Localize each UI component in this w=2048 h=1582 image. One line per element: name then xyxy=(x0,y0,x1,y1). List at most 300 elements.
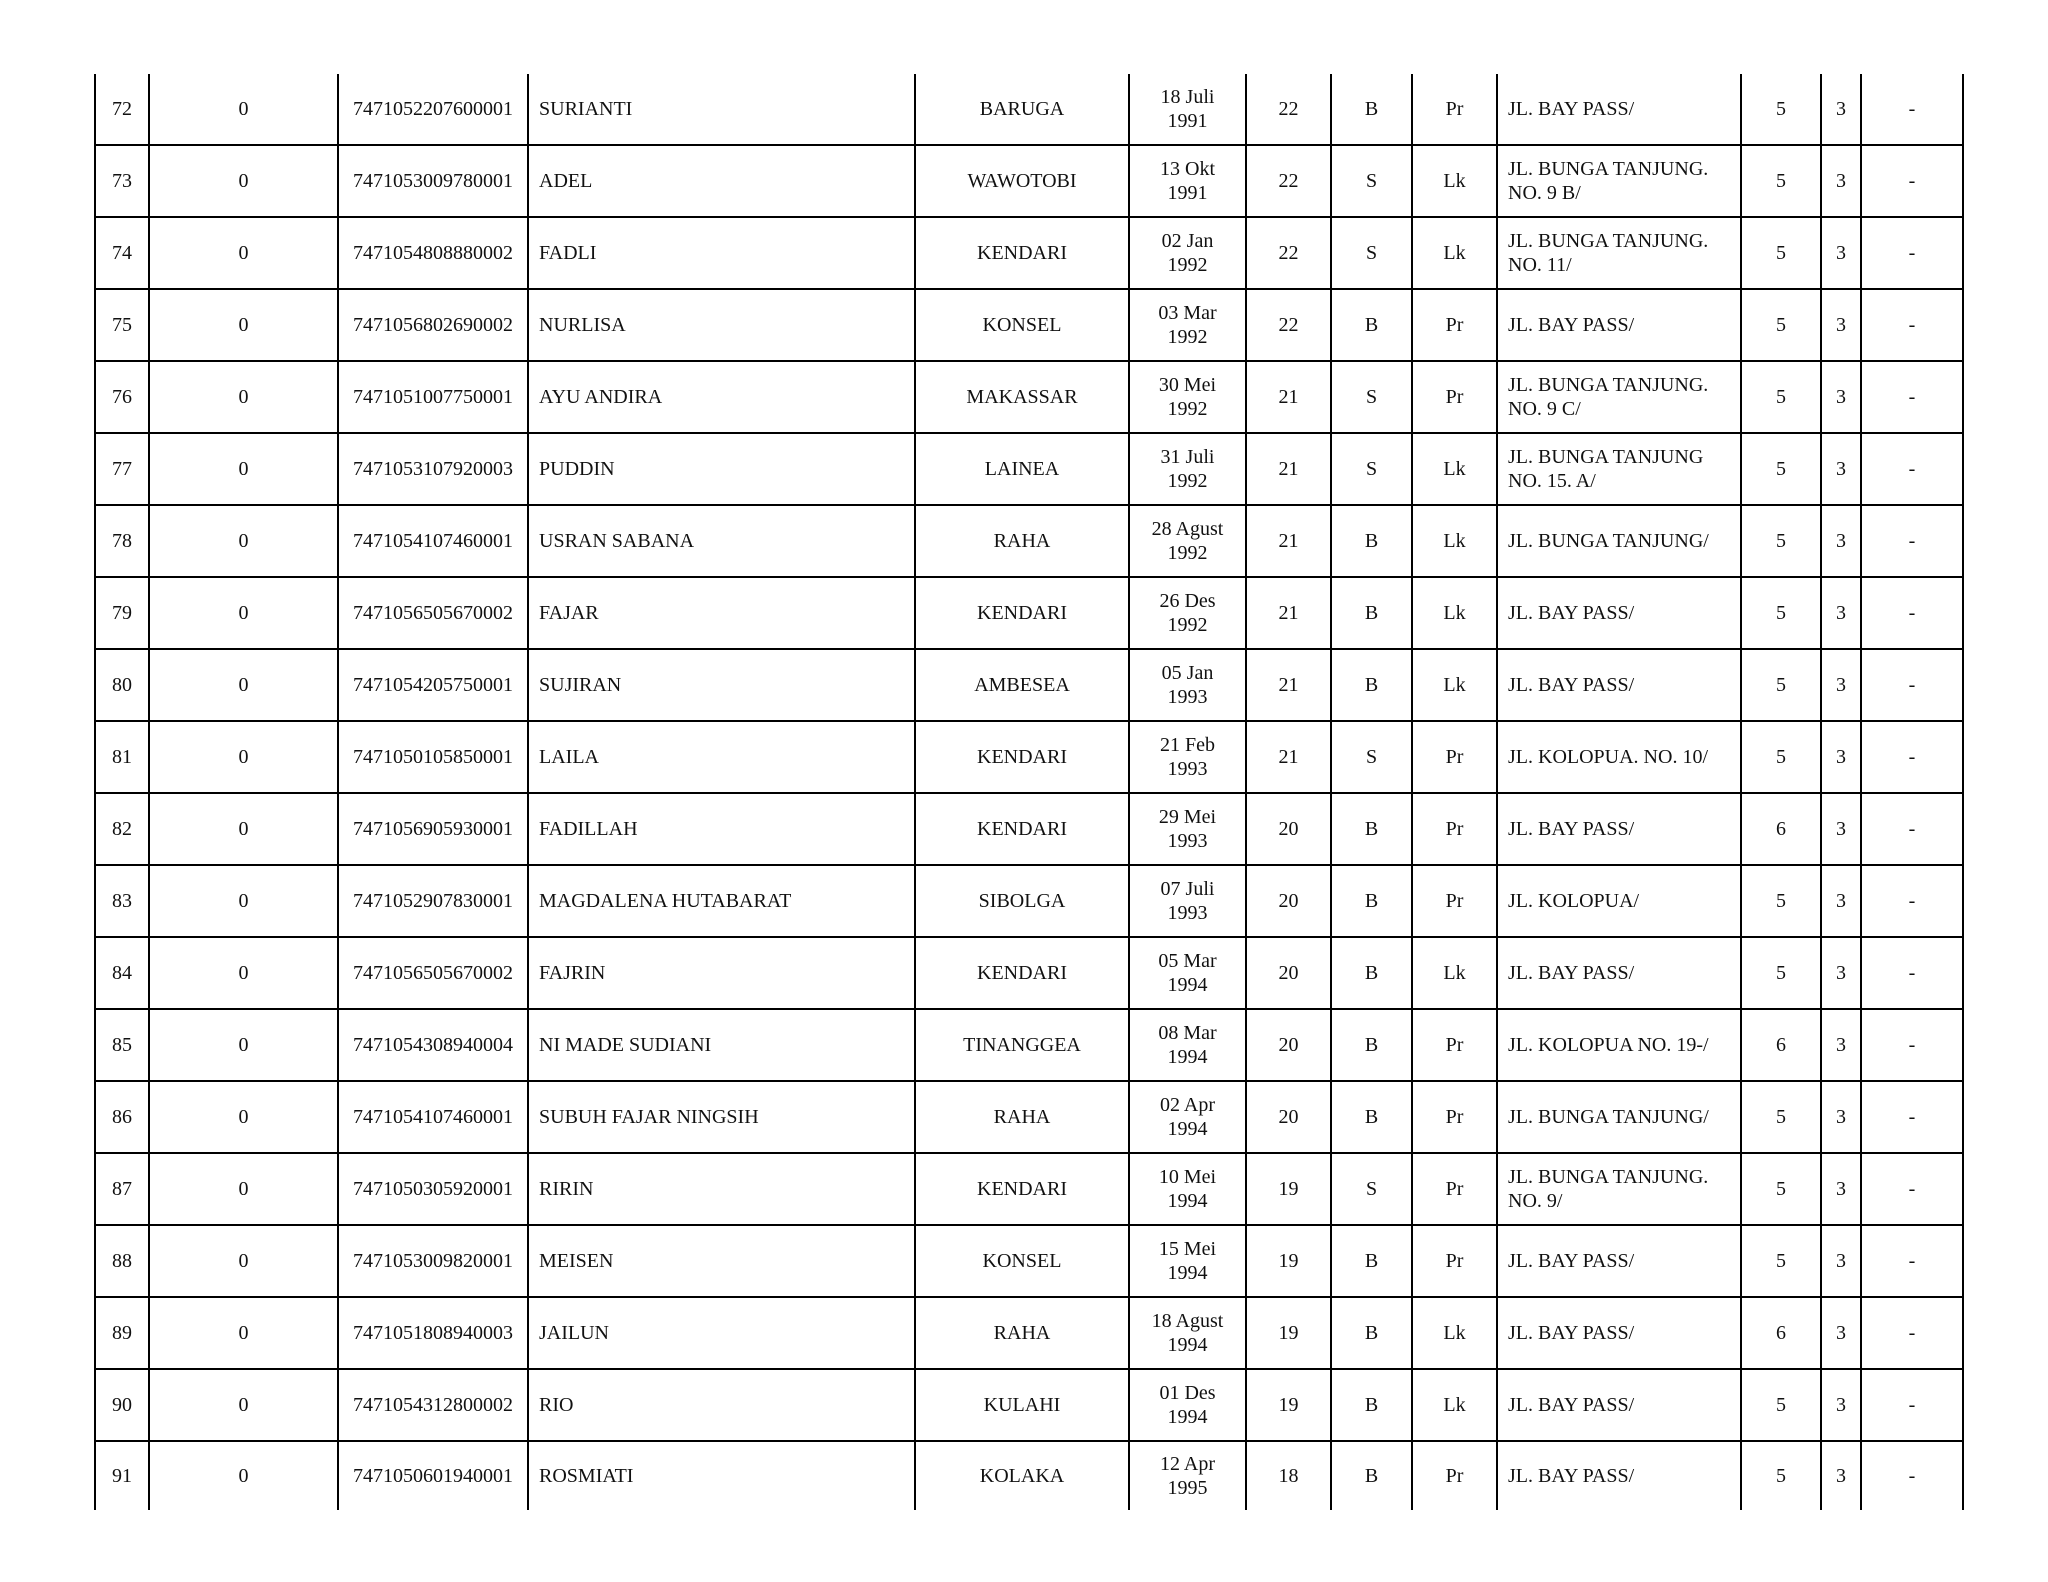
note-cell: - xyxy=(1861,74,1963,145)
flag-cell: 0 xyxy=(149,1369,338,1441)
birthplace-cell: MAKASSAR xyxy=(915,361,1129,433)
marital-status-cell: S xyxy=(1331,1153,1412,1225)
rt-cell: 5 xyxy=(1741,289,1821,361)
sex-cell: Lk xyxy=(1412,217,1497,289)
flag-cell: 0 xyxy=(149,361,338,433)
rw-cell: 3 xyxy=(1821,793,1861,865)
address-line-1: JL. BAY PASS/ xyxy=(1508,1322,1635,1344)
name-cell: RIRIN xyxy=(528,1153,915,1225)
rw-cell: 3 xyxy=(1821,1297,1861,1369)
rt-cell: 6 xyxy=(1741,1009,1821,1081)
birthdate-cell xyxy=(1129,793,1246,865)
flag-cell: 0 xyxy=(149,1081,338,1153)
address-line-2: NO. 9/ xyxy=(1508,1190,1563,1212)
nik-cell: 7471050601940001 xyxy=(338,1441,528,1510)
marital-status-cell: B xyxy=(1331,1369,1412,1441)
name-cell: MEISEN xyxy=(528,1225,915,1297)
marital-status-cell: B xyxy=(1331,1009,1412,1081)
birthdate-line-2: 1993 xyxy=(1167,902,1208,924)
address-line-2: NO. 11/ xyxy=(1508,254,1572,276)
birthdate-line-2: 1994 xyxy=(1167,1262,1208,1284)
flag-cell: 0 xyxy=(149,649,338,721)
address-cell xyxy=(1497,289,1741,361)
name-cell: ADEL xyxy=(528,145,915,217)
address-cell xyxy=(1497,1225,1741,1297)
address-line-1: JL. BUNGA TANJUNG/ xyxy=(1508,1106,1709,1128)
age-cell: 20 xyxy=(1246,1081,1331,1153)
birthdate-line-2: 1992 xyxy=(1167,398,1208,420)
birthdate-line-1: 05 Mar xyxy=(1158,950,1217,972)
row-number-cell: 77 xyxy=(95,433,149,505)
note-cell: - xyxy=(1861,145,1963,217)
age-cell: 22 xyxy=(1246,289,1331,361)
table-row xyxy=(95,74,1963,145)
age-cell: 21 xyxy=(1246,505,1331,577)
marital-status-cell: B xyxy=(1331,577,1412,649)
flag-cell: 0 xyxy=(149,1009,338,1081)
note-cell: - xyxy=(1861,505,1963,577)
table-row xyxy=(95,145,1963,217)
birthdate-line-1: 08 Mar xyxy=(1158,1022,1217,1044)
address-cell xyxy=(1497,649,1741,721)
birthplace-cell: TINANGGEA xyxy=(915,1009,1129,1081)
row-number-cell: 79 xyxy=(95,577,149,649)
nik-cell: 7471054205750001 xyxy=(338,649,528,721)
name-cell: NURLISA xyxy=(528,289,915,361)
nik-cell: 7471051808940003 xyxy=(338,1297,528,1369)
birthdate-line-2: 1992 xyxy=(1167,542,1208,564)
rt-cell: 5 xyxy=(1741,1081,1821,1153)
rt-cell: 5 xyxy=(1741,1441,1821,1510)
flag-cell: 0 xyxy=(149,145,338,217)
rw-cell: 3 xyxy=(1821,505,1861,577)
row-number-cell: 90 xyxy=(95,1369,149,1441)
birthdate-cell xyxy=(1129,145,1246,217)
rt-cell: 5 xyxy=(1741,217,1821,289)
note-cell: - xyxy=(1861,937,1963,1009)
row-number-cell: 80 xyxy=(95,649,149,721)
row-number-cell: 72 xyxy=(95,74,149,145)
birthdate-line-1: 30 Mei xyxy=(1158,374,1217,396)
flag-cell: 0 xyxy=(149,1297,338,1369)
sex-cell: Pr xyxy=(1412,1441,1497,1510)
age-cell: 22 xyxy=(1246,217,1331,289)
marital-status-cell: S xyxy=(1331,217,1412,289)
marital-status-cell: B xyxy=(1331,289,1412,361)
rt-cell: 5 xyxy=(1741,361,1821,433)
address-cell xyxy=(1497,1297,1741,1369)
birthdate-line-1: 26 Des xyxy=(1159,590,1216,612)
age-cell: 20 xyxy=(1246,865,1331,937)
rw-cell: 3 xyxy=(1821,1009,1861,1081)
rw-cell: 3 xyxy=(1821,1441,1861,1510)
marital-status-cell: B xyxy=(1331,793,1412,865)
address-line-1: JL. KOLOPUA/ xyxy=(1508,890,1640,912)
rw-cell: 3 xyxy=(1821,1081,1861,1153)
birthdate-line-2: 1993 xyxy=(1167,686,1208,708)
name-cell: NI MADE SUDIANI xyxy=(528,1009,915,1081)
rt-cell: 5 xyxy=(1741,74,1821,145)
birthdate-line-1: 21 Feb xyxy=(1160,734,1215,756)
sex-cell: Lk xyxy=(1412,1369,1497,1441)
marital-status-cell: S xyxy=(1331,433,1412,505)
birthdate-line-1: 15 Mei xyxy=(1158,1238,1217,1260)
birthdate-cell xyxy=(1129,721,1246,793)
birthdate-line-2: 1992 xyxy=(1167,254,1208,276)
marital-status-cell: B xyxy=(1331,1297,1412,1369)
table-row xyxy=(95,1225,1963,1297)
address-line-1: JL. BAY PASS/ xyxy=(1508,314,1635,336)
birthplace-cell: KENDARI xyxy=(915,793,1129,865)
sex-cell: Pr xyxy=(1412,361,1497,433)
address-line-1: JL. BAY PASS/ xyxy=(1508,1250,1635,1272)
birthdate-cell xyxy=(1129,1225,1246,1297)
birthdate-line-2: 1994 xyxy=(1167,1406,1208,1428)
nik-cell: 7471056802690002 xyxy=(338,289,528,361)
birthplace-cell: BARUGA xyxy=(915,74,1129,145)
rt-cell: 5 xyxy=(1741,1153,1821,1225)
sex-cell: Lk xyxy=(1412,433,1497,505)
birthplace-cell: KOLAKA xyxy=(915,1441,1129,1510)
nik-cell: 7471054312800002 xyxy=(338,1369,528,1441)
address-cell xyxy=(1497,505,1741,577)
rw-cell: 3 xyxy=(1821,865,1861,937)
address-line-2: NO. 9 B/ xyxy=(1508,182,1581,204)
flag-cell: 0 xyxy=(149,1441,338,1510)
rt-cell: 5 xyxy=(1741,865,1821,937)
flag-cell: 0 xyxy=(149,865,338,937)
sex-cell: Pr xyxy=(1412,1153,1497,1225)
rw-cell: 3 xyxy=(1821,721,1861,793)
flag-cell: 0 xyxy=(149,433,338,505)
address-line-2: NO. 15. A/ xyxy=(1508,470,1596,492)
birthdate-line-1: 31 Juli xyxy=(1160,446,1215,468)
note-cell: - xyxy=(1861,865,1963,937)
rt-cell: 5 xyxy=(1741,433,1821,505)
row-number-cell: 86 xyxy=(95,1081,149,1153)
rw-cell: 3 xyxy=(1821,649,1861,721)
row-number-cell: 85 xyxy=(95,1009,149,1081)
sex-cell: Pr xyxy=(1412,289,1497,361)
birthdate-cell xyxy=(1129,289,1246,361)
nik-cell: 7471054107460001 xyxy=(338,1081,528,1153)
address-line-1: JL. BAY PASS/ xyxy=(1508,962,1635,984)
birthdate-line-1: 01 Des xyxy=(1159,1382,1216,1404)
birthdate-cell xyxy=(1129,577,1246,649)
sex-cell: Pr xyxy=(1412,865,1497,937)
row-number-cell: 76 xyxy=(95,361,149,433)
address-cell xyxy=(1497,721,1741,793)
birthdate-cell xyxy=(1129,1009,1246,1081)
nik-cell: 7471052907830001 xyxy=(338,865,528,937)
birthdate-cell xyxy=(1129,865,1246,937)
birthplace-cell: KONSEL xyxy=(915,289,1129,361)
birthdate-line-2: 1993 xyxy=(1167,758,1208,780)
note-cell: - xyxy=(1861,649,1963,721)
birthplace-cell: LAINEA xyxy=(915,433,1129,505)
row-number-cell: 84 xyxy=(95,937,149,1009)
note-cell: - xyxy=(1861,721,1963,793)
flag-cell: 0 xyxy=(149,1225,338,1297)
note-cell: - xyxy=(1861,1009,1963,1081)
birthdate-line-1: 07 Juli xyxy=(1160,878,1215,900)
table-row xyxy=(95,433,1963,505)
sex-cell: Pr xyxy=(1412,1081,1497,1153)
sex-cell: Pr xyxy=(1412,793,1497,865)
rw-cell: 3 xyxy=(1821,1153,1861,1225)
table-row xyxy=(95,1009,1963,1081)
rt-cell: 6 xyxy=(1741,793,1821,865)
age-cell: 21 xyxy=(1246,649,1331,721)
marital-status-cell: B xyxy=(1331,1225,1412,1297)
note-cell: - xyxy=(1861,577,1963,649)
address-cell xyxy=(1497,1153,1741,1225)
sex-cell: Pr xyxy=(1412,74,1497,145)
age-cell: 19 xyxy=(1246,1297,1331,1369)
note-cell: - xyxy=(1861,1297,1963,1369)
name-cell: FAJRIN xyxy=(528,937,915,1009)
birthdate-line-1: 18 Agust xyxy=(1151,1310,1224,1332)
birthplace-cell: RAHA xyxy=(915,1297,1129,1369)
sex-cell: Lk xyxy=(1412,1297,1497,1369)
row-number-cell: 78 xyxy=(95,505,149,577)
name-cell: LAILA xyxy=(528,721,915,793)
row-number-cell: 83 xyxy=(95,865,149,937)
address-cell xyxy=(1497,361,1741,433)
birthdate-cell xyxy=(1129,1081,1246,1153)
flag-cell: 0 xyxy=(149,577,338,649)
sex-cell: Lk xyxy=(1412,505,1497,577)
address-line-1: JL. KOLOPUA. NO. 10/ xyxy=(1508,746,1708,768)
birthplace-cell: KENDARI xyxy=(915,577,1129,649)
birthdate-line-1: 02 Apr xyxy=(1160,1094,1215,1116)
marital-status-cell: S xyxy=(1331,145,1412,217)
nik-cell: 7471053009780001 xyxy=(338,145,528,217)
row-number-cell: 88 xyxy=(95,1225,149,1297)
row-number-cell: 89 xyxy=(95,1297,149,1369)
birthdate-line-1: 02 Jan xyxy=(1161,230,1214,252)
birthplace-cell: KULAHI xyxy=(915,1369,1129,1441)
name-cell: ROSMIATI xyxy=(528,1441,915,1510)
rw-cell: 3 xyxy=(1821,1225,1861,1297)
sex-cell: Pr xyxy=(1412,721,1497,793)
birthdate-cell xyxy=(1129,937,1246,1009)
table-row xyxy=(95,505,1963,577)
table-row xyxy=(95,217,1963,289)
age-cell: 19 xyxy=(1246,1225,1331,1297)
flag-cell: 0 xyxy=(149,793,338,865)
birthplace-cell: SIBOLGA xyxy=(915,865,1129,937)
birthdate-cell xyxy=(1129,361,1246,433)
table-row xyxy=(95,1369,1963,1441)
note-cell: - xyxy=(1861,1441,1963,1510)
address-cell xyxy=(1497,217,1741,289)
address-line-1: JL. BAY PASS/ xyxy=(1508,818,1635,840)
name-cell: JAILUN xyxy=(528,1297,915,1369)
rw-cell: 3 xyxy=(1821,217,1861,289)
birthdate-line-2: 1994 xyxy=(1167,974,1208,996)
nik-cell: 7471051007750001 xyxy=(338,361,528,433)
table-row xyxy=(95,1081,1963,1153)
name-cell: PUDDIN xyxy=(528,433,915,505)
birthplace-cell: KENDARI xyxy=(915,937,1129,1009)
birthdate-cell xyxy=(1129,649,1246,721)
address-cell xyxy=(1497,145,1741,217)
flag-cell: 0 xyxy=(149,1153,338,1225)
address-cell xyxy=(1497,433,1741,505)
flag-cell: 0 xyxy=(149,217,338,289)
age-cell: 20 xyxy=(1246,793,1331,865)
row-number-cell: 87 xyxy=(95,1153,149,1225)
table-row xyxy=(95,1297,1963,1369)
row-number-cell: 74 xyxy=(95,217,149,289)
address-line-1: JL. BAY PASS/ xyxy=(1508,98,1635,120)
address-cell xyxy=(1497,74,1741,145)
birthdate-line-2: 1994 xyxy=(1167,1334,1208,1356)
row-number-cell: 75 xyxy=(95,289,149,361)
address-line-1: JL. BUNGA TANJUNG. xyxy=(1508,374,1709,396)
age-cell: 19 xyxy=(1246,1153,1331,1225)
note-cell: - xyxy=(1861,1225,1963,1297)
nik-cell: 7471056505670002 xyxy=(338,577,528,649)
address-cell xyxy=(1497,1081,1741,1153)
birthdate-cell xyxy=(1129,505,1246,577)
nik-cell: 7471050105850001 xyxy=(338,721,528,793)
nik-cell: 7471056505670002 xyxy=(338,937,528,1009)
age-cell: 21 xyxy=(1246,361,1331,433)
note-cell: - xyxy=(1861,1153,1963,1225)
address-cell xyxy=(1497,577,1741,649)
address-line-1: JL. BAY PASS/ xyxy=(1508,1394,1635,1416)
name-cell: SURIANTI xyxy=(528,74,915,145)
birthdate-cell xyxy=(1129,217,1246,289)
birthplace-cell: KENDARI xyxy=(915,721,1129,793)
sex-cell: Lk xyxy=(1412,145,1497,217)
rw-cell: 3 xyxy=(1821,145,1861,217)
nik-cell: 7471054308940004 xyxy=(338,1009,528,1081)
nik-cell: 7471056905930001 xyxy=(338,793,528,865)
flag-cell: 0 xyxy=(149,505,338,577)
birthdate-cell xyxy=(1129,74,1246,145)
name-cell: AYU ANDIRA xyxy=(528,361,915,433)
rt-cell: 6 xyxy=(1741,1297,1821,1369)
birthdate-line-2: 1993 xyxy=(1167,830,1208,852)
address-line-2: NO. 9 C/ xyxy=(1508,398,1581,420)
table-row xyxy=(95,865,1963,937)
marital-status-cell: S xyxy=(1331,361,1412,433)
age-cell: 21 xyxy=(1246,433,1331,505)
address-line-1: JL. BUNGA TANJUNG. xyxy=(1508,230,1709,252)
birthplace-cell: RAHA xyxy=(915,505,1129,577)
note-cell: - xyxy=(1861,1081,1963,1153)
nik-cell: 7471054808880002 xyxy=(338,217,528,289)
age-cell: 22 xyxy=(1246,74,1331,145)
age-cell: 21 xyxy=(1246,721,1331,793)
address-line-1: JL. BUNGA TANJUNG xyxy=(1508,446,1704,468)
note-cell: - xyxy=(1861,361,1963,433)
birthdate-line-2: 1995 xyxy=(1167,1477,1208,1499)
note-cell: - xyxy=(1861,1369,1963,1441)
row-number-cell: 82 xyxy=(95,793,149,865)
rt-cell: 5 xyxy=(1741,1225,1821,1297)
address-line-1: JL. BAY PASS/ xyxy=(1508,674,1635,696)
rt-cell: 5 xyxy=(1741,505,1821,577)
voter-table-body xyxy=(95,74,1963,1510)
rw-cell: 3 xyxy=(1821,937,1861,1009)
address-line-1: JL. BUNGA TANJUNG. xyxy=(1508,158,1709,180)
marital-status-cell: B xyxy=(1331,74,1412,145)
name-cell: MAGDALENA HUTABARAT xyxy=(528,865,915,937)
rt-cell: 5 xyxy=(1741,721,1821,793)
marital-status-cell: B xyxy=(1331,865,1412,937)
address-cell xyxy=(1497,1369,1741,1441)
birthdate-line-1: 10 Mei xyxy=(1158,1166,1217,1188)
birthplace-cell: WAWOTOBI xyxy=(915,145,1129,217)
rw-cell: 3 xyxy=(1821,577,1861,649)
rw-cell: 3 xyxy=(1821,289,1861,361)
marital-status-cell: S xyxy=(1331,721,1412,793)
nik-cell: 7471053009820001 xyxy=(338,1225,528,1297)
marital-status-cell: B xyxy=(1331,505,1412,577)
table-row xyxy=(95,1441,1963,1510)
marital-status-cell: B xyxy=(1331,649,1412,721)
sex-cell: Lk xyxy=(1412,577,1497,649)
table-row xyxy=(95,577,1963,649)
birthplace-cell: KONSEL xyxy=(915,1225,1129,1297)
sex-cell: Lk xyxy=(1412,649,1497,721)
address-line-1: JL. BUNGA TANJUNG. xyxy=(1508,1166,1709,1188)
table-row xyxy=(95,649,1963,721)
table-row xyxy=(95,1153,1963,1225)
sex-cell: Lk xyxy=(1412,937,1497,1009)
rt-cell: 5 xyxy=(1741,1369,1821,1441)
rt-cell: 5 xyxy=(1741,937,1821,1009)
birthdate-line-1: 18 Juli xyxy=(1160,86,1215,108)
birthdate-line-1: 05 Jan xyxy=(1161,662,1214,684)
birthplace-cell: KENDARI xyxy=(915,217,1129,289)
birthdate-line-2: 1994 xyxy=(1167,1046,1208,1068)
table-row xyxy=(95,289,1963,361)
age-cell: 20 xyxy=(1246,1009,1331,1081)
age-cell: 18 xyxy=(1246,1441,1331,1510)
row-number-cell: 81 xyxy=(95,721,149,793)
birthplace-cell: KENDARI xyxy=(915,1153,1129,1225)
birthdate-line-2: 1992 xyxy=(1167,470,1208,492)
birthdate-line-1: 12 Apr xyxy=(1160,1453,1215,1475)
table-row xyxy=(95,721,1963,793)
nik-cell: 7471050305920001 xyxy=(338,1153,528,1225)
address-line-1: JL. KOLOPUA NO. 19-/ xyxy=(1508,1034,1709,1056)
birthdate-line-2: 1992 xyxy=(1167,326,1208,348)
address-cell xyxy=(1497,1441,1741,1510)
row-number-cell: 91 xyxy=(95,1441,149,1510)
marital-status-cell: B xyxy=(1331,1081,1412,1153)
note-cell: - xyxy=(1861,217,1963,289)
birthdate-cell xyxy=(1129,1297,1246,1369)
name-cell: FADILLAH xyxy=(528,793,915,865)
rt-cell: 5 xyxy=(1741,649,1821,721)
flag-cell: 0 xyxy=(149,937,338,1009)
table-row xyxy=(95,361,1963,433)
marital-status-cell: B xyxy=(1331,1441,1412,1510)
flag-cell: 0 xyxy=(149,74,338,145)
age-cell: 21 xyxy=(1246,577,1331,649)
sex-cell: Pr xyxy=(1412,1225,1497,1297)
birthdate-cell xyxy=(1129,433,1246,505)
birthdate-line-2: 1991 xyxy=(1167,182,1208,204)
birthdate-cell xyxy=(1129,1441,1246,1510)
birthplace-cell: AMBESEA xyxy=(915,649,1129,721)
